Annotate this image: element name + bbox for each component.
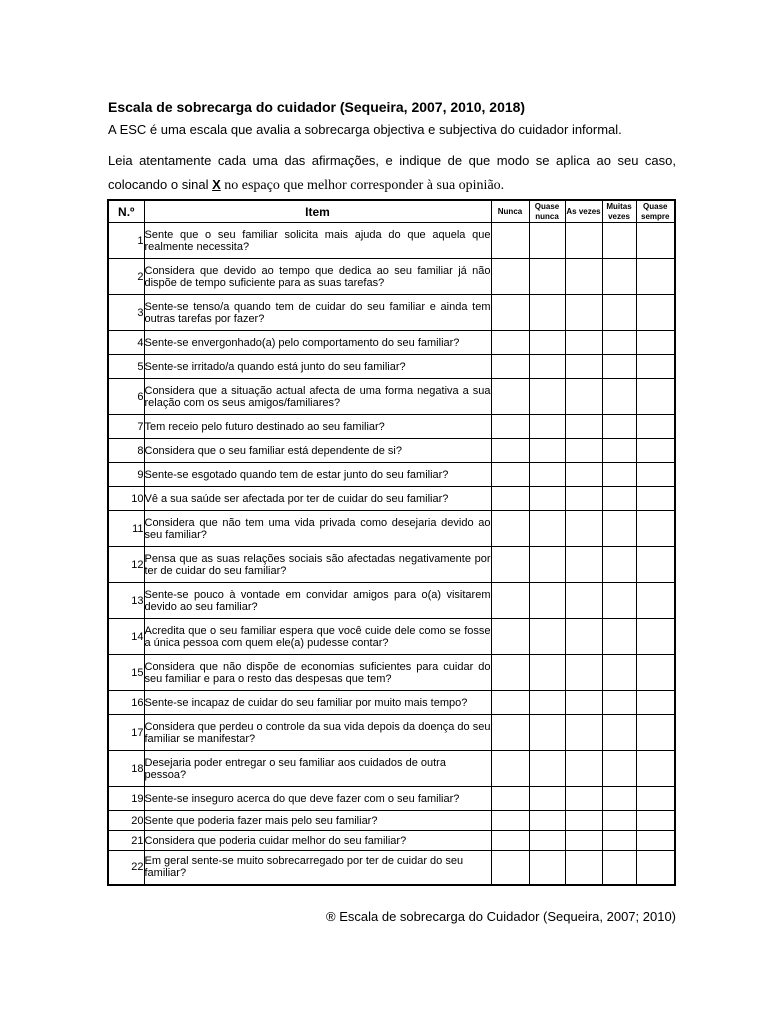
header-option-quase-nunca: Quase nunca — [529, 200, 565, 223]
answer-cell[interactable] — [529, 223, 565, 259]
row-item-text: Considera que perdeu o controle da sua vida depois da doença do seu familiar se manifestar? — [144, 715, 491, 751]
row-number: 8 — [108, 439, 144, 463]
instructions-prefix: colocando o sinal — [108, 177, 213, 192]
row-number: 13 — [108, 583, 144, 619]
answer-cell[interactable] — [491, 751, 529, 787]
table-row — [108, 415, 675, 439]
answer-cell[interactable] — [529, 259, 565, 295]
answer-cell[interactable] — [491, 547, 529, 583]
answer-cell[interactable] — [491, 851, 529, 885]
answer-cell[interactable] — [529, 851, 565, 885]
row-number: 2 — [108, 259, 144, 295]
table-row — [108, 851, 675, 885]
answer-cell[interactable] — [565, 487, 602, 511]
answer-cell[interactable] — [602, 787, 636, 811]
row-item-text: Considera que poderia cuidar melhor do seu familiar? — [144, 831, 491, 851]
table-row — [108, 511, 675, 547]
table-row — [108, 583, 675, 619]
instructions-line-1: Leia atentamente cada uma das afirmações, e indique de que modo se aplica ao seu caso, — [108, 153, 676, 168]
answer-cell[interactable] — [602, 715, 636, 751]
instructions — [108, 149, 676, 198]
answer-cell[interactable] — [491, 511, 529, 547]
table-row — [108, 751, 675, 787]
answer-cell[interactable] — [602, 831, 636, 851]
table-row — [108, 463, 675, 487]
answer-cell[interactable] — [602, 439, 636, 463]
answer-cell[interactable] — [565, 715, 602, 751]
row-item-text: Sente-se envergonhado(a) pelo comportamento do seu familiar? — [144, 331, 491, 355]
answer-cell[interactable] — [529, 511, 565, 547]
answer-cell[interactable] — [636, 583, 675, 619]
answer-cell[interactable] — [529, 415, 565, 439]
answer-cell[interactable] — [491, 295, 529, 331]
answer-cell[interactable] — [636, 811, 675, 831]
answer-cell[interactable] — [602, 487, 636, 511]
answer-cell[interactable] — [636, 655, 675, 691]
answer-cell[interactable] — [602, 259, 636, 295]
answer-cell[interactable] — [565, 751, 602, 787]
answer-cell[interactable] — [602, 851, 636, 885]
row-number: 21 — [108, 831, 144, 851]
document-title: Escala de sobrecarga do cuidador (Sequeira, 2007, 2010, 2018) — [108, 99, 526, 115]
row-number: 5 — [108, 355, 144, 379]
answer-cell[interactable] — [529, 355, 565, 379]
answer-cell[interactable] — [636, 331, 675, 355]
row-number: 9 — [108, 463, 144, 487]
answer-cell[interactable] — [636, 355, 675, 379]
table-row — [108, 715, 675, 751]
answer-cell[interactable] — [602, 379, 636, 415]
row-item-text: Em geral sente-se muito sobrecarregado por ter de cuidar do seu familiar? — [144, 851, 491, 885]
answer-cell[interactable] — [491, 787, 529, 811]
answer-cell[interactable] — [602, 355, 636, 379]
answer-cell[interactable] — [602, 415, 636, 439]
answer-cell[interactable] — [491, 355, 529, 379]
table-row — [108, 811, 675, 831]
answer-cell[interactable] — [529, 295, 565, 331]
header-number: N.º — [108, 200, 144, 223]
table-row — [108, 331, 675, 355]
row-number: 3 — [108, 295, 144, 331]
answer-cell[interactable] — [529, 379, 565, 415]
answer-cell[interactable] — [636, 379, 675, 415]
answer-cell[interactable] — [636, 787, 675, 811]
answer-cell[interactable] — [565, 583, 602, 619]
row-item-text: Sente-se inseguro acerca do que deve fazer com o seu familiar? — [144, 787, 491, 811]
row-item-text: Considera que não dispõe de economias suficientes para cuidar do seu familiar e para o resto das despesas que tem? — [144, 655, 491, 691]
answer-cell[interactable] — [491, 259, 529, 295]
answer-cell[interactable] — [491, 463, 529, 487]
answer-cell[interactable] — [565, 691, 602, 715]
answer-cell[interactable] — [529, 831, 565, 851]
answer-cell[interactable] — [602, 223, 636, 259]
answer-cell[interactable] — [602, 751, 636, 787]
answer-cell[interactable] — [565, 223, 602, 259]
header-option-as-vezes: As vezes — [565, 200, 602, 223]
row-item-text: Acredita que o seu familiar espera que você cuide dele como se fosse a única pessoa com quem ele(a) pudesse contar? — [144, 619, 491, 655]
row-item-text: Sente-se irritado/a quando está junto do seu familiar? — [144, 355, 491, 379]
answer-cell[interactable] — [565, 547, 602, 583]
answer-cell[interactable] — [565, 851, 602, 885]
answer-cell[interactable] — [491, 439, 529, 463]
row-number: 16 — [108, 691, 144, 715]
row-number: 12 — [108, 547, 144, 583]
answer-cell[interactable] — [565, 379, 602, 415]
row-item-text: Vê a sua saúde ser afectada por ter de cuidar do seu familiar? — [144, 487, 491, 511]
header-option-muitas-vezes: Muitas vezes — [602, 200, 636, 223]
answer-cell[interactable] — [565, 415, 602, 439]
row-item-text: Desejaria poder entregar o seu familiar aos cuidados de outra pessoa? — [144, 751, 491, 787]
answer-cell[interactable] — [565, 355, 602, 379]
answer-cell[interactable] — [491, 379, 529, 415]
answer-cell[interactable] — [602, 583, 636, 619]
answer-cell[interactable] — [565, 655, 602, 691]
mark-symbol: X — [212, 177, 221, 192]
answer-cell[interactable] — [565, 787, 602, 811]
answer-cell[interactable] — [602, 811, 636, 831]
answer-cell[interactable] — [602, 691, 636, 715]
row-item-text: Sente-se esgotado quando tem de estar junto do seu familiar? — [144, 463, 491, 487]
table-row — [108, 439, 675, 463]
row-item-text: Sente que poderia fazer mais pelo seu familiar? — [144, 811, 491, 831]
answer-cell[interactable] — [491, 655, 529, 691]
answer-cell[interactable] — [565, 259, 602, 295]
answer-cell[interactable] — [529, 787, 565, 811]
answer-cell[interactable] — [636, 619, 675, 655]
table-row — [108, 691, 675, 715]
answer-cell[interactable] — [602, 655, 636, 691]
answer-cell[interactable] — [602, 547, 636, 583]
answer-cell[interactable] — [529, 655, 565, 691]
answer-cell[interactable] — [636, 415, 675, 439]
row-number: 17 — [108, 715, 144, 751]
row-number: 22 — [108, 851, 144, 885]
answer-cell[interactable] — [636, 295, 675, 331]
row-number: 15 — [108, 655, 144, 691]
row-item-text: Considera que não tem uma vida privada como desejaria devido ao seu familiar? — [144, 511, 491, 547]
row-number: 7 — [108, 415, 144, 439]
answer-cell[interactable] — [636, 511, 675, 547]
row-item-text: Sente-se pouco à vontade em convidar amigos para o(a) visitarem devido ao seu familiar? — [144, 583, 491, 619]
answer-cell[interactable] — [636, 715, 675, 751]
answer-cell[interactable] — [529, 691, 565, 715]
answer-cell[interactable] — [636, 439, 675, 463]
row-item-text: Sente que o seu familiar solicita mais ajuda do que aquela que realmente necessita? — [144, 223, 491, 259]
answer-cell[interactable] — [636, 487, 675, 511]
answer-cell[interactable] — [529, 583, 565, 619]
answer-cell[interactable] — [602, 619, 636, 655]
answer-cell[interactable] — [602, 511, 636, 547]
answer-cell[interactable] — [491, 583, 529, 619]
answer-cell[interactable] — [565, 331, 602, 355]
answer-cell[interactable] — [636, 851, 675, 885]
table-row — [108, 295, 675, 331]
answer-cell[interactable] — [565, 463, 602, 487]
row-number: 1 — [108, 223, 144, 259]
intro-text: A ESC é uma escala que avalia a sobrecarga objectiva e subjectiva do cuidador informal. — [108, 122, 622, 137]
row-item-text: Tem receio pelo futuro destinado ao seu familiar? — [144, 415, 491, 439]
answer-cell[interactable] — [529, 619, 565, 655]
answer-cell[interactable] — [565, 439, 602, 463]
answer-cell[interactable] — [529, 715, 565, 751]
table-row — [108, 655, 675, 691]
table-row — [108, 487, 675, 511]
answer-cell[interactable] — [565, 295, 602, 331]
answer-cell[interactable] — [636, 751, 675, 787]
instructions-suffix: no espaço que melhor corresponder à sua opinião. — [220, 178, 505, 193]
answer-cell[interactable] — [636, 831, 675, 851]
answer-cell[interactable] — [491, 811, 529, 831]
row-number: 18 — [108, 751, 144, 787]
row-number: 4 — [108, 331, 144, 355]
answer-cell[interactable] — [636, 547, 675, 583]
table-row — [108, 355, 675, 379]
answer-cell[interactable] — [565, 811, 602, 831]
row-item-text: Pensa que as suas relações sociais são afectadas negativamente por ter de cuidar do seu familiar? — [144, 547, 491, 583]
row-item-text: Considera que a situação actual afecta de uma forma negativa a sua relação com os seus amigos/familiares? — [144, 379, 491, 415]
answer-cell[interactable] — [602, 331, 636, 355]
answer-cell[interactable] — [565, 831, 602, 851]
answer-cell[interactable] — [529, 751, 565, 787]
answer-cell[interactable] — [636, 259, 675, 295]
answer-cell[interactable] — [636, 463, 675, 487]
table-row — [108, 259, 675, 295]
caregiver-burden-table — [107, 199, 676, 886]
header-option-quase-sempre: Quase sempre — [636, 200, 675, 223]
row-number: 20 — [108, 811, 144, 831]
table-row — [108, 787, 675, 811]
answer-cell[interactable] — [529, 487, 565, 511]
answer-cell[interactable] — [491, 415, 529, 439]
answer-cell[interactable] — [529, 463, 565, 487]
footer-citation: ® Escala de sobrecarga do Cuidador (Sequeira, 2007; 2010) — [326, 909, 676, 924]
table-row — [108, 547, 675, 583]
answer-cell[interactable] — [529, 547, 565, 583]
answer-cell[interactable] — [602, 463, 636, 487]
answer-cell[interactable] — [636, 223, 675, 259]
answer-cell[interactable] — [529, 811, 565, 831]
table-header-row — [108, 200, 675, 223]
row-number: 6 — [108, 379, 144, 415]
answer-cell[interactable] — [565, 619, 602, 655]
row-number: 19 — [108, 787, 144, 811]
answer-cell[interactable] — [491, 331, 529, 355]
table-row — [108, 831, 675, 851]
table-row — [108, 379, 675, 415]
answer-cell[interactable] — [491, 715, 529, 751]
answer-cell[interactable] — [491, 691, 529, 715]
instructions-line-2 — [108, 173, 676, 198]
answer-cell[interactable] — [636, 691, 675, 715]
answer-cell[interactable] — [491, 619, 529, 655]
row-item-text: Sente-se tenso/a quando tem de cuidar do seu familiar e ainda tem outras tarefas por fazer? — [144, 295, 491, 331]
row-item-text: Considera que o seu familiar está dependente de si? — [144, 439, 491, 463]
row-number: 14 — [108, 619, 144, 655]
header-option-nunca: Nunca — [491, 200, 529, 223]
answer-cell[interactable] — [529, 331, 565, 355]
answer-cell[interactable] — [565, 511, 602, 547]
row-item-text: Sente-se incapaz de cuidar do seu familiar por muito mais tempo? — [144, 691, 491, 715]
row-number: 10 — [108, 487, 144, 511]
row-number: 11 — [108, 511, 144, 547]
answer-cell[interactable] — [491, 223, 529, 259]
table-row — [108, 619, 675, 655]
table-row — [108, 223, 675, 259]
answer-cell[interactable] — [491, 487, 529, 511]
answer-cell[interactable] — [602, 295, 636, 331]
answer-cell[interactable] — [529, 439, 565, 463]
header-item: Item — [144, 200, 491, 223]
row-item-text: Considera que devido ao tempo que dedica ao seu familiar já não dispõe de tempo suficiente para as suas tarefas? — [144, 259, 491, 295]
answer-cell[interactable] — [491, 831, 529, 851]
